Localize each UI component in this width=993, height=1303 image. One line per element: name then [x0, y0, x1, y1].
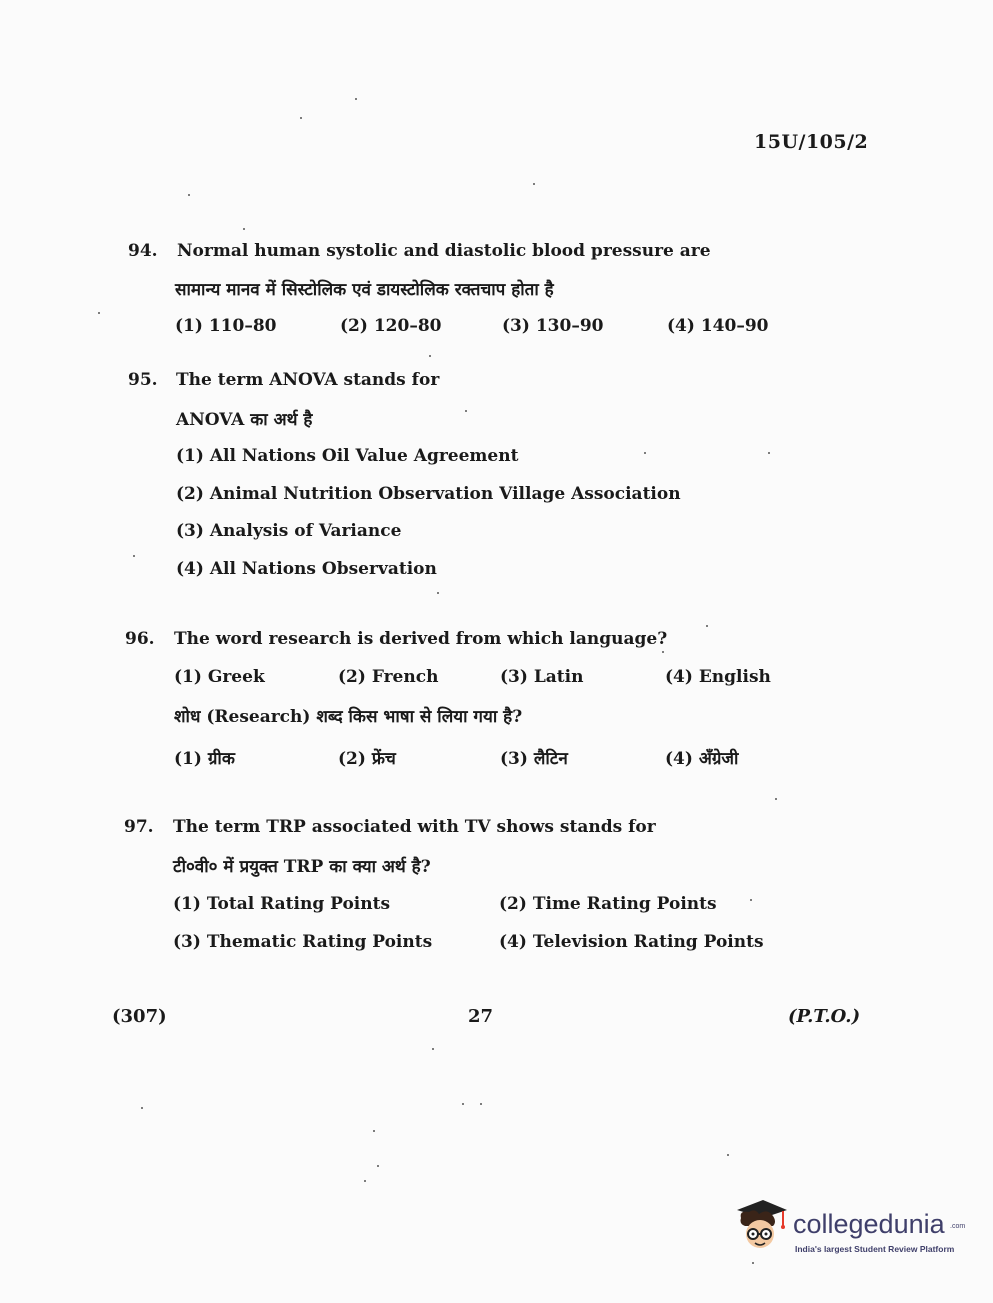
- paper-code: 15U/105/2: [754, 131, 869, 153]
- option-3-en: (3) Latin: [500, 667, 584, 687]
- question-number: 96.: [125, 629, 155, 649]
- pto-label: (P.T.O.): [788, 1006, 861, 1027]
- option-2: (2) Time Rating Points: [499, 894, 717, 914]
- question-text-en: The term TRP associated with TV shows stands for: [173, 817, 656, 837]
- option-4: (4) 140–90: [667, 316, 769, 336]
- option-3: (3) Thematic Rating Points: [173, 932, 433, 952]
- question-text-hi: शोध (Research) शब्द किस भाषा से लिया गया है?: [174, 707, 523, 727]
- option-1: (1) 110–80: [175, 316, 277, 336]
- option-2-hi: (2) फ्रेंच: [338, 749, 396, 769]
- option-1: (1) All Nations Oil Value Agreement: [176, 446, 519, 466]
- option-3-hi: (3) लैटिन: [500, 749, 568, 769]
- option-4: (4) All Nations Observation: [176, 559, 437, 579]
- option-4: (4) Television Rating Points: [499, 932, 764, 952]
- footer-code: (307): [112, 1006, 167, 1027]
- option-1-hi: (1) ग्रीक: [174, 749, 235, 769]
- mascot-icon: [733, 1196, 791, 1254]
- question-text-hi: ANOVA का अर्थ है: [176, 410, 313, 430]
- question-text-en: Normal human systolic and diastolic blood pressure are: [177, 241, 711, 261]
- question-text-en: The word research is derived from which language?: [174, 629, 668, 649]
- option-1-en: (1) Greek: [174, 667, 265, 687]
- option-2: (2) Animal Nutrition Observation Village Association: [176, 484, 681, 504]
- option-2-en: (2) French: [338, 667, 439, 687]
- brand-tagline: India's largest Student Review Platform: [795, 1244, 955, 1254]
- question-text-en: The term ANOVA stands for: [176, 370, 440, 390]
- question-number: 94.: [128, 241, 158, 261]
- brand-com: .com: [950, 1223, 966, 1230]
- question-number: 95.: [128, 370, 158, 390]
- question-text-hi: टी०वी० में प्रयुक्त TRP का क्या अर्थ है?: [173, 857, 431, 877]
- option-2: (2) 120–80: [340, 316, 442, 336]
- brand-name: collegedunia: [793, 1209, 945, 1239]
- option-3: (3) Analysis of Variance: [176, 521, 402, 541]
- option-4-hi: (4) अँग्रेजी: [665, 749, 739, 769]
- question-number: 97.: [124, 817, 154, 837]
- option-1: (1) Total Rating Points: [173, 894, 391, 914]
- option-4-en: (4) English: [665, 667, 771, 687]
- page-number: 27: [468, 1006, 494, 1027]
- option-3: (3) 130–90: [502, 316, 604, 336]
- question-text-hi: सामान्य मानव में सिस्टोलिक एवं डायस्टोलिक रक्तचाप होता है: [175, 280, 554, 300]
